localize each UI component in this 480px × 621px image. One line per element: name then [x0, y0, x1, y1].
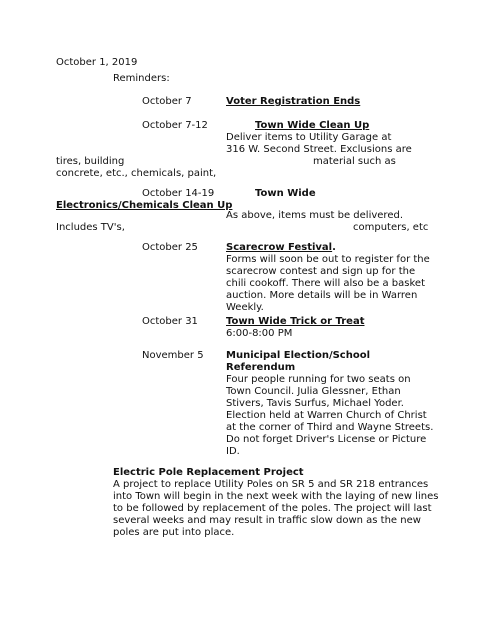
event-text: material such as	[313, 156, 396, 167]
event-text: 6:00-8:00 PM	[226, 328, 293, 339]
event-text: Election held at Warren Church of Christ	[226, 410, 427, 421]
event-text: concrete, etc., chemicals, paint,	[56, 168, 217, 179]
event-text: Do not forget Driver's License or Picture	[226, 434, 427, 445]
event-date: October 7	[142, 96, 192, 107]
event-date: November 5	[142, 350, 204, 361]
project-title: Electric Pole Replacement Project	[113, 467, 304, 478]
event-text: As above, items must be delivered.	[226, 210, 403, 221]
event-text: scarecrow contest and sign up for the	[226, 266, 416, 277]
event-title: Town Wide Trick or Treat	[226, 316, 365, 327]
event-text: auction. More details will be in Warren	[226, 290, 418, 301]
event-text: tires, building	[56, 156, 125, 167]
event-title: Municipal Election/School	[226, 350, 371, 361]
event-text: Includes TV's,	[56, 222, 125, 233]
event-date: October 25	[142, 242, 198, 253]
event-title: Voter Registration Ends	[226, 96, 361, 107]
project-text: to be followed by replacement of the poles. The project will last	[113, 503, 432, 514]
event-text: Forms will soon be out to register for the	[226, 254, 430, 265]
event-title: Town Wide Clean Up	[255, 120, 370, 131]
project-text: into Town will begin in the next week with the laying of new lines	[113, 491, 439, 502]
project-text: poles are put into place.	[113, 527, 235, 538]
event-text: ID.	[226, 446, 240, 457]
event-text: at the corner of Third and Wayne Streets.	[226, 422, 434, 433]
event-text: computers, etc	[353, 222, 429, 233]
event-text: Deliver items to Utility Garage at	[226, 132, 392, 143]
event-date: October 14-19	[142, 188, 215, 199]
event-text: Four people running for two seats on	[226, 374, 411, 385]
event-text: 316 W. Second Street. Exclusions are	[226, 144, 412, 155]
reminders-label: Reminders:	[113, 73, 170, 84]
event-title: Scarecrow Festival.	[226, 242, 336, 253]
event-title: Referendum	[226, 362, 296, 373]
event-text: chili cookoff. There will also be a basket	[226, 278, 425, 289]
event-date: October 31	[142, 316, 198, 327]
document-date: October 1, 2019	[56, 57, 138, 68]
event-title: Town Wide	[255, 188, 316, 199]
event-title: Electronics/Chemicals Clean Up	[56, 200, 233, 211]
project-text: several weeks and may result in traffic slow down as the new	[113, 515, 421, 526]
event-date: October 7-12	[142, 120, 208, 131]
event-text: Weekly.	[226, 302, 264, 313]
event-text: Stivers, Tavis Surfus, Michael Yoder.	[226, 398, 404, 409]
event-text: Town Council. Julia Glessner, Ethan	[226, 386, 401, 397]
project-text: A project to replace Utility Poles on SR 5 and SR 218 entrances	[113, 479, 429, 490]
